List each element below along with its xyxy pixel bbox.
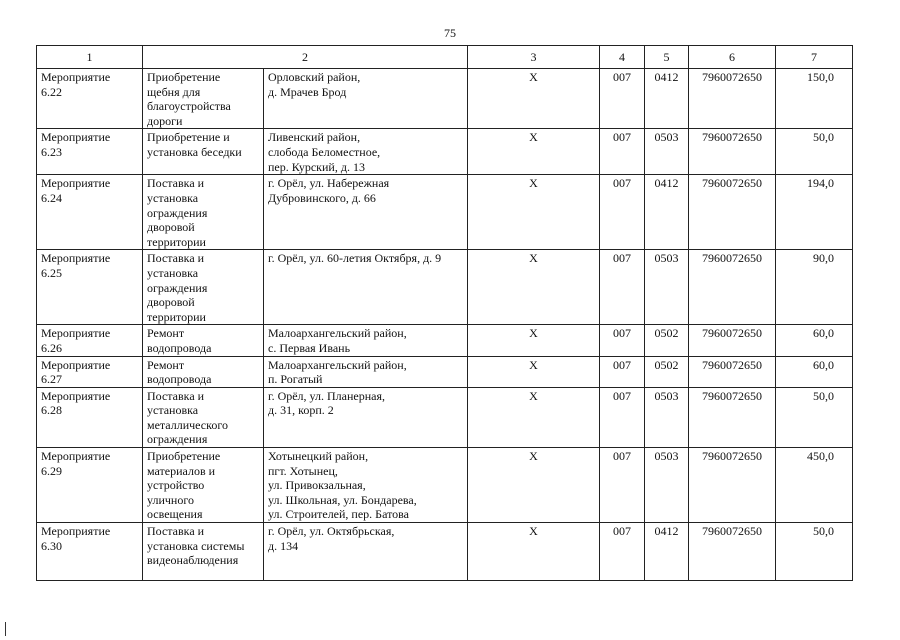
target-article-code: 7960072650 bbox=[689, 523, 776, 581]
budget-table bbox=[36, 45, 853, 581]
target-article-code: 7960072650 bbox=[689, 387, 776, 447]
scan-edge-mark bbox=[5, 622, 6, 636]
measure-id: Мероприятие 6.29 bbox=[37, 448, 143, 523]
measure-id: Мероприятие 6.25 bbox=[37, 250, 143, 325]
section-code: 0503 bbox=[645, 129, 689, 175]
measure-id: Мероприятие 6.27 bbox=[37, 356, 143, 387]
header-col-7: 7 bbox=[776, 46, 853, 69]
measure-address: Хотынецкий район, пгт. Хотынец, ул. Привокзальная, ул. Школьная, ул. Бондарева, ул. Строителей, пер. Батова bbox=[264, 448, 468, 523]
grbs-code: 007 bbox=[600, 129, 645, 175]
x-mark: Х bbox=[468, 129, 600, 175]
x-mark: Х bbox=[468, 523, 600, 581]
grbs-code: 007 bbox=[600, 175, 645, 250]
section-code: 0412 bbox=[645, 175, 689, 250]
measure-address: г. Орёл, ул. Планерная, д. 31, корп. 2 bbox=[264, 387, 468, 447]
measure-address: Орловский район, д. Мрачев Брод bbox=[264, 69, 468, 129]
section-code: 0503 bbox=[645, 448, 689, 523]
page-number: 75 bbox=[444, 26, 456, 40]
measure-address: г. Орёл, ул. 60-летия Октября, д. 9 bbox=[264, 250, 468, 325]
measure-name: Поставка и установка системы видеонаблюдения bbox=[143, 523, 264, 581]
table-row bbox=[37, 448, 853, 523]
header-col-3: 3 bbox=[468, 46, 600, 69]
section-code: 0412 bbox=[645, 69, 689, 129]
amount: 60,0 bbox=[776, 325, 853, 356]
table-row bbox=[37, 69, 853, 129]
grbs-code: 007 bbox=[600, 325, 645, 356]
amount: 60,0 bbox=[776, 356, 853, 387]
measure-id: Мероприятие 6.22 bbox=[37, 69, 143, 129]
measure-id: Мероприятие 6.23 bbox=[37, 129, 143, 175]
table-row bbox=[37, 175, 853, 250]
section-code: 0503 bbox=[645, 250, 689, 325]
x-mark: Х bbox=[468, 69, 600, 129]
measure-name: Приобретение и установка беседки bbox=[143, 129, 264, 175]
table-header-row bbox=[37, 46, 853, 69]
grbs-code: 007 bbox=[600, 387, 645, 447]
measure-address: Малоархангельский район, п. Рогатый bbox=[264, 356, 468, 387]
measure-address: Малоархангельский район, с. Первая Ивань bbox=[264, 325, 468, 356]
target-article-code: 7960072650 bbox=[689, 129, 776, 175]
section-code: 0412 bbox=[645, 523, 689, 581]
table-row bbox=[37, 356, 853, 387]
header-col-1: 1 bbox=[37, 46, 143, 69]
target-article-code: 7960072650 bbox=[689, 69, 776, 129]
x-mark: Х bbox=[468, 175, 600, 250]
grbs-code: 007 bbox=[600, 448, 645, 523]
amount: 50,0 bbox=[776, 523, 853, 581]
section-code: 0502 bbox=[645, 356, 689, 387]
amount: 90,0 bbox=[776, 250, 853, 325]
table-row bbox=[37, 523, 853, 581]
measure-name: Ремонт водопровода bbox=[143, 325, 264, 356]
amount: 50,0 bbox=[776, 129, 853, 175]
measure-address: г. Орёл, ул. Октябрьская, д. 134 bbox=[264, 523, 468, 581]
measure-name: Приобретение материалов и устройство уличного освещения bbox=[143, 448, 264, 523]
target-article-code: 7960072650 bbox=[689, 250, 776, 325]
table-row bbox=[37, 250, 853, 325]
measure-name: Поставка и установка ограждения дворовой территории bbox=[143, 250, 264, 325]
measure-name: Поставка и установка металлического ограждения bbox=[143, 387, 264, 447]
measure-address: г. Орёл, ул. Набережная Дубровинского, д. 66 bbox=[264, 175, 468, 250]
table-row bbox=[37, 129, 853, 175]
measure-id: Мероприятие 6.30 bbox=[37, 523, 143, 581]
section-code: 0502 bbox=[645, 325, 689, 356]
measure-address: Ливенский район, слобода Беломестное, пер. Курский, д. 13 bbox=[264, 129, 468, 175]
measure-id: Мероприятие 6.28 bbox=[37, 387, 143, 447]
amount: 450,0 bbox=[776, 448, 853, 523]
x-mark: Х bbox=[468, 325, 600, 356]
x-mark: Х bbox=[468, 356, 600, 387]
grbs-code: 007 bbox=[600, 69, 645, 129]
measure-name: Поставка и установка ограждения дворовой территории bbox=[143, 175, 264, 250]
amount: 150,0 bbox=[776, 69, 853, 129]
grbs-code: 007 bbox=[600, 250, 645, 325]
grbs-code: 007 bbox=[600, 523, 645, 581]
target-article-code: 7960072650 bbox=[689, 448, 776, 523]
table-row bbox=[37, 387, 853, 447]
table-row bbox=[37, 325, 853, 356]
target-article-code: 7960072650 bbox=[689, 325, 776, 356]
x-mark: Х bbox=[468, 250, 600, 325]
header-col-4: 4 bbox=[600, 46, 645, 69]
grbs-code: 007 bbox=[600, 356, 645, 387]
x-mark: Х bbox=[468, 448, 600, 523]
header-col-2: 2 bbox=[143, 46, 468, 69]
amount: 50,0 bbox=[776, 387, 853, 447]
target-article-code: 7960072650 bbox=[689, 175, 776, 250]
measure-id: Мероприятие 6.24 bbox=[37, 175, 143, 250]
header-col-5: 5 bbox=[645, 46, 689, 69]
x-mark: Х bbox=[468, 387, 600, 447]
target-article-code: 7960072650 bbox=[689, 356, 776, 387]
measure-name: Приобретение щебня для благоустройства дороги bbox=[143, 69, 264, 129]
amount: 194,0 bbox=[776, 175, 853, 250]
section-code: 0503 bbox=[645, 387, 689, 447]
measure-name: Ремонт водопровода bbox=[143, 356, 264, 387]
header-col-6: 6 bbox=[689, 46, 776, 69]
measure-id: Мероприятие 6.26 bbox=[37, 325, 143, 356]
